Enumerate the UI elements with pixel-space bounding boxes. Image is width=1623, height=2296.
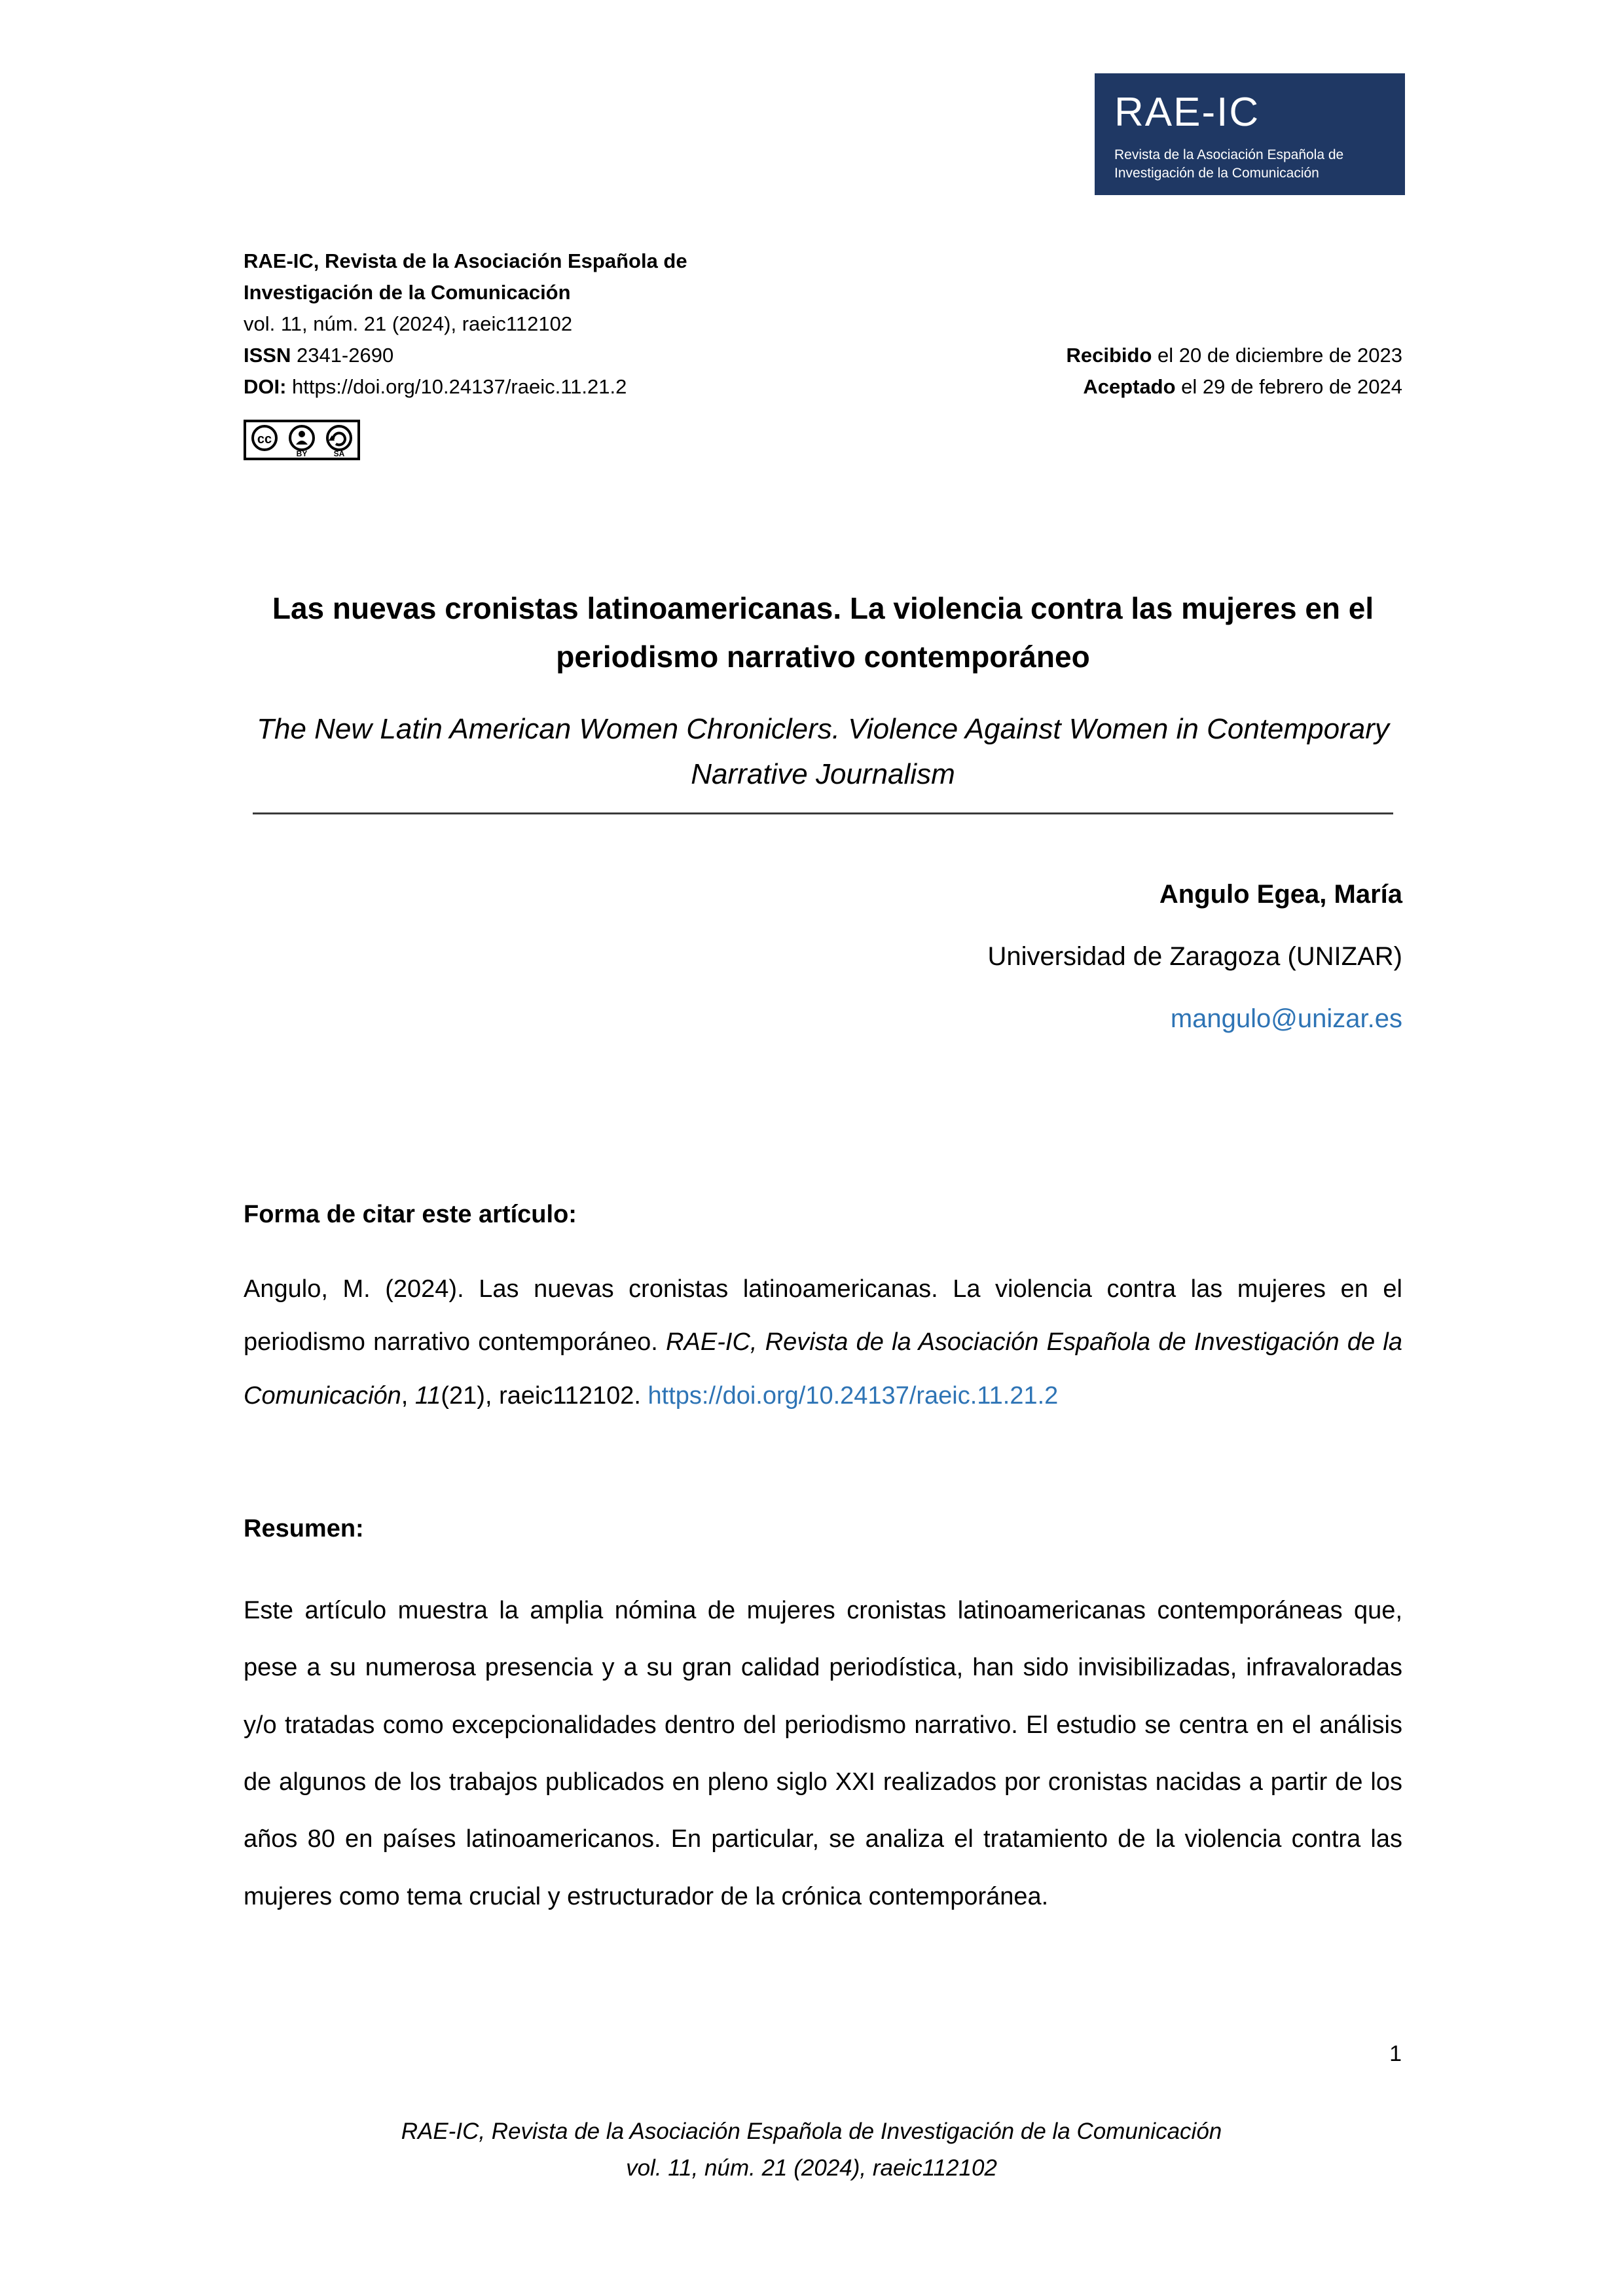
doi-label: DOI: <box>244 375 287 399</box>
volume-line: vol. 11, núm. 21 (2024), raeic112102 <box>244 312 573 336</box>
citation-paragraph <box>244 1263 1402 1423</box>
svg-text:BY: BY <box>296 449 308 459</box>
journal-logo-title: RAE-IC <box>1114 90 1260 135</box>
svg-text:cc: cc <box>257 432 272 447</box>
issn-value: 2341-2690 <box>291 344 394 367</box>
citation-heading: Forma de citar este artículo: <box>244 1200 577 1228</box>
footer-journal-line: RAE-IC, Revista de la Asociación Española de Investigación de la Comunicación <box>401 2119 1222 2144</box>
received-value: el 20 de diciembre de 2023 <box>1152 344 1402 367</box>
citation-text-3: (21), raeic112102. <box>441 1382 648 1410</box>
author-block <box>244 880 1402 1034</box>
accepted-label: Aceptado <box>1083 375 1176 399</box>
journal-logo-subtitle-line2: Investigación de la Comunicación <box>1114 166 1319 181</box>
journal-name-line2: Investigación de la Comunicación <box>244 281 571 304</box>
citation-journal-italic: RAE-IC, Revista de la Asociación Española de Investigación de la Comunicación <box>244 1328 1402 1410</box>
doi-line <box>244 371 687 403</box>
journal-meta <box>244 246 687 403</box>
page-footer <box>0 2113 1623 2187</box>
footer-volume-line: vol. 11, núm. 21 (2024), raeic112102 <box>626 2155 997 2181</box>
title-divider <box>253 812 1393 814</box>
citation-text-2: , <box>401 1382 415 1410</box>
journal-logo-subtitle-line1: Revista de la Asociación Española de <box>1114 147 1344 162</box>
citation-volume-italic: 11 <box>414 1382 441 1410</box>
journal-name-line1: RAE-IC, Revista de la Asociación Española de <box>244 249 687 272</box>
citation-text-1: Angulo, M. (2024). Las nuevas cronistas latinoamericanas. La violencia contra las mujeres en el periodismo narrativo contemporáneo. <box>244 1275 1402 1357</box>
article-title-es: Las nuevas cronistas latinoamericanas. La violencia contra las mujeres en el periodismo narrativo contemporáneo <box>272 591 1374 674</box>
abstract-text: Este artículo muestra la amplia nómina de mujeres cronistas latinoamericanas contemporáneas que, pese a su numerosa presencia y a su gran calidad periodística, han sido invisibilizadas, infravaloradas y/o tratadas como excepcionalidades dentro del periodismo narrativo. El estudio se centra en el análisis de algunos de los trabajos publicados en pleno siglo XXI realizados por cronistas nacidas a partir de los años 80 en países latinoamericanos. En particular, se analiza el tratamiento de la violencia contra las mujeres como tema crucial y estructurador de la crónica contemporánea. <box>244 1596 1402 1910</box>
author-name: Angulo Egea, María <box>1159 879 1402 909</box>
author-email-line <box>244 1004 1402 1034</box>
received-line <box>1066 340 1402 371</box>
cc-license-svg <box>244 420 360 460</box>
svg-text:SA: SA <box>333 449 345 459</box>
cc-by-sa-license-icon <box>244 420 1402 464</box>
article-title-en: The New Latin American Women Chroniclers. Violence Against Women in Contemporary Narrative Journalism <box>257 713 1389 790</box>
citation-doi-link[interactable]: https://doi.org/10.24137/raeic.11.21.2 <box>647 1382 1059 1410</box>
journal-logo-subtitle <box>1114 146 1385 183</box>
dates-meta <box>1066 340 1402 403</box>
author-email-link[interactable]: mangulo@unizar.es <box>1170 1004 1402 1033</box>
doi-value: https://doi.org/10.24137/raeic.11.21.2 <box>286 375 627 399</box>
accepted-value: el 29 de febrero de 2024 <box>1175 375 1402 399</box>
author-affiliation: Universidad de Zaragoza (UNIZAR) <box>987 941 1402 971</box>
journal-logo-box <box>1095 73 1405 195</box>
page-number: 1 <box>1389 2041 1402 2066</box>
issn-line <box>244 340 687 371</box>
abstract-heading: Resumen: <box>244 1514 364 1542</box>
content-column <box>244 246 1402 1925</box>
accepted-line <box>1066 371 1402 403</box>
header-meta <box>244 246 1402 403</box>
issn-label: ISSN <box>244 344 291 367</box>
received-label: Recibido <box>1066 344 1152 367</box>
